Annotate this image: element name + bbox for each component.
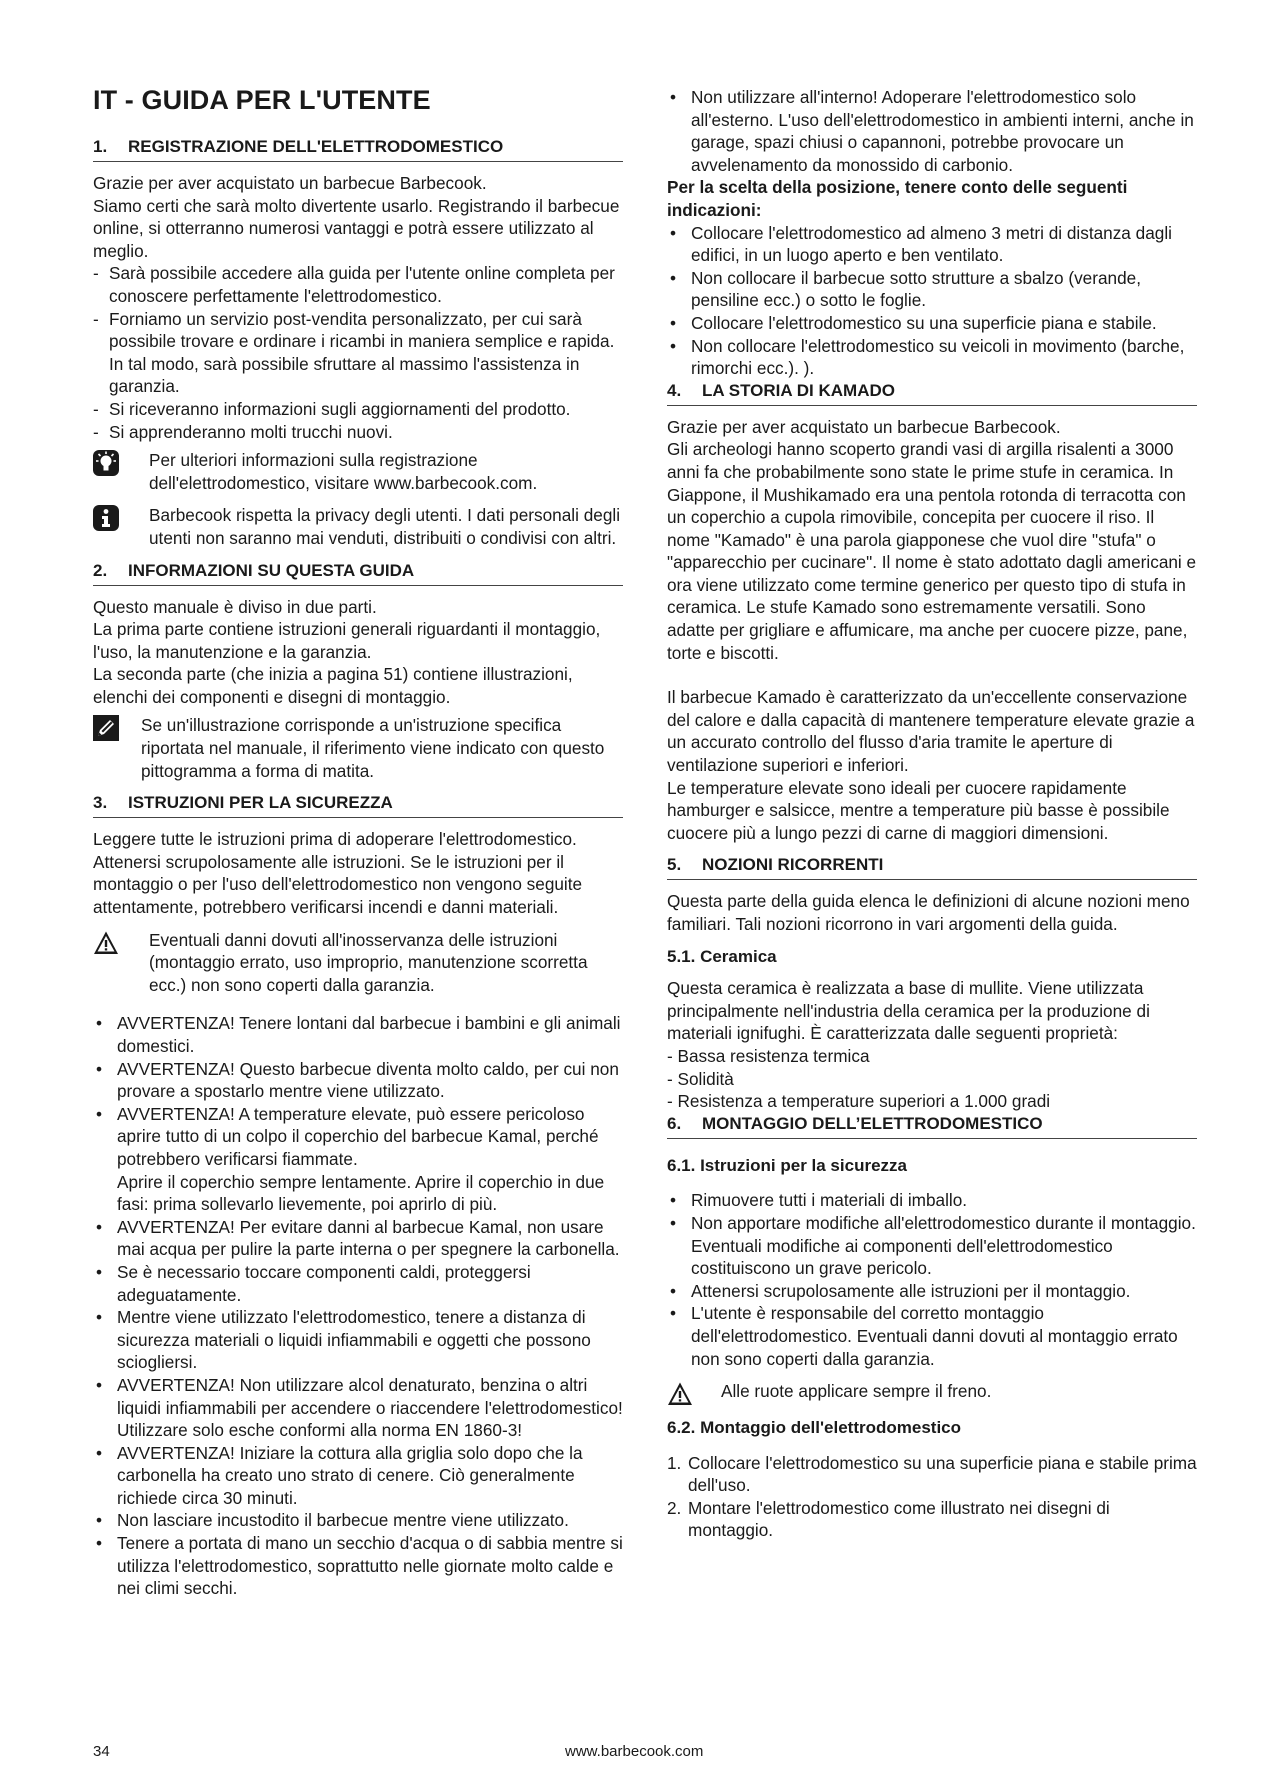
pencil-icon [93, 715, 119, 741]
list-item-text: Aprire il coperchio sempre lentamente. Aprire il coperchio in due fasi: prima sollevarlo lievemente, poi aprirlo di più. [117, 1171, 605, 1215]
section-2-heading [93, 560, 623, 586]
paragraph: Questa parte della guida elenca le definizioni di alcune nozioni meno familiari. Tali nozioni ricorrono in vari argomenti della guida. [667, 891, 1190, 934]
pencil-note [93, 714, 623, 782]
list-item: • Rimuovere tutti i materiali di imballo. [667, 1189, 1197, 1212]
position-list [667, 222, 1197, 380]
section-5-heading [667, 854, 1197, 880]
section-title: MONTAGGIO DELL’ELETTRODOMESTICO [702, 1113, 1043, 1133]
safety-list-continued [667, 86, 1197, 176]
list-item [667, 1452, 1197, 1497]
assembly-steps [667, 1452, 1197, 1542]
list-item: • Tenere a portata di mano un secchio d'acqua o di sabbia mentre si utilizza l'elettrodomestico, soprattutto nelle giornate molto calde e nei climi secchi. [93, 1532, 623, 1600]
warning-icon [93, 930, 119, 956]
position-heading: Per la scelta della posizione, tenere conto delle seguenti indicazioni: [667, 177, 1128, 220]
paragraph: Leggere tutte le istruzioni prima di adoperare l'elettrodomestico. Attenersi scrupolosamente alle istruzioni. Se le istruzioni per il montaggio o per l'uso dell'elettrodomestico non vengono seguite attentamente, potrebbero verificarsi incendi e danni materiali. [93, 829, 583, 918]
paragraph: Il barbecue Kamado è caratterizzato da un'eccellente conservazione del calore e dalla capacità di mantenere temperature elevate grazie a un accurato controllo del flusso d'aria tramite le aperture di ventilazione superiori e inferiori. [667, 687, 1195, 776]
list-item: • L'utente è responsabile del corretto montaggio dell'elettrodomestico. Eventuali danni dovuti al montaggio errato non sono coperti dalla garanzia. [667, 1302, 1197, 1370]
list-item: • Non collocare il barbecue sotto strutture a sbalzo (verande, pensiline ecc.) o sotto le foglie. [667, 267, 1197, 312]
list-item: • Non lasciare incustodito il barbecue mentre viene utilizzato. [93, 1509, 623, 1532]
list-item: • AVVERTENZA! Per evitare danni al barbecue Kamal, non usare mai acqua per pulire la parte interna o per spegnere la carbonella. [93, 1216, 623, 1261]
paragraph: La seconda parte (che inizia a pagina 51) contiene illustrazioni, elenchi dei componenti e disegni di montaggio. [93, 664, 573, 707]
subsection-heading: 6.2. Montaggio dell'elettrodomestico [667, 1418, 962, 1438]
list-item: - Solidità [667, 1068, 1197, 1091]
warning-icon [667, 1381, 693, 1407]
section-title: NOZIONI RICORRENTI [702, 855, 884, 875]
section-number: 5. [667, 855, 682, 875]
pencil-text: Se un'illustrazione corrisponde a un'istruzione specifica riportata nel manuale, il riferimento viene indicato con questo pittogramma a forma di matita. [141, 715, 605, 781]
step-number: 2. [667, 1497, 682, 1518]
tip-text: Per ulteriori informazioni sulla registrazione dell'elettrodomestico, visitare www.barbecook.com. [149, 450, 538, 493]
list-item: - Sarà possibile accedere alla guida per l'utente online completa per conoscere perfettamente l'elettrodomestico. [93, 262, 623, 307]
list-item: • Collocare l'elettrodomestico ad almeno 3 metri di distanza dagli edifici, in un luogo aperto e ben ventilato. [667, 222, 1197, 267]
warning-text: Eventuali danni dovuti all'inosservanza delle istruzioni (montaggio errato, uso improprio, manutenzione scorretta ecc.) non sono coperti dalla garanzia. [149, 929, 588, 995]
properties-list [667, 1045, 1197, 1113]
list-item [93, 1103, 623, 1216]
paragraph: Siamo certi che sarà molto divertente usarlo. Registrando il barbecue online, si otterranno numerosi vantaggi e potrà essere utilizzato al meglio. [93, 195, 620, 261]
section-title: REGISTRAZIONE DELL'ELETTRODOMESTICO [128, 137, 504, 156]
paragraph: La prima parte contiene istruzioni generali riguardanti il montaggio, l'uso, la manutenzione e la garanzia. [93, 619, 601, 662]
section-3-heading [93, 792, 623, 818]
list-item: - Si riceveranno informazioni sugli aggiornamenti del prodotto. [93, 398, 623, 421]
benefits-list [93, 262, 623, 443]
document-title: IT - GUIDA PER L'UTENTE [93, 85, 431, 115]
section-6-heading [667, 1113, 1197, 1139]
warning-note [93, 929, 623, 997]
section-number: 6. [667, 1113, 682, 1133]
list-item: • Collocare l'elettrodomestico su una superficie piana e stabile. [667, 312, 1197, 335]
paragraph: Questo manuale è diviso in due parti. [93, 596, 377, 617]
list-item: • Attenersi scrupolosamente alle istruzioni per il montaggio. [667, 1280, 1197, 1303]
subsection-heading: 6.1. Istruzioni per la sicurezza [667, 1155, 907, 1175]
list-item: • AVVERTENZA! Questo barbecue diventa molto caldo, per cui non provare a spostarlo mentre viene utilizzato. [93, 1058, 623, 1103]
subsection-heading: 5.1. Ceramica [667, 946, 777, 966]
paragraph: Le temperature elevate sono ideali per cuocere rapidamente hamburger e salsicce, mentre a temperature più basse è possibile cuocere più a lungo pezzi di carne di maggiori dimensioni. [667, 777, 1170, 843]
section-title: LA STORIA DI KAMADO [702, 380, 895, 400]
paragraph: Grazie per aver acquistato un barbecue Barbecook. [93, 173, 487, 193]
page-number: 34 [93, 1743, 110, 1760]
list-item: - Forniamo un servizio post-vendita personalizzato, per cui sarà possibile trovare e ordinare i ricambi in maniera semplice e rapida. In tal modo, sarà possibile sfruttare al massimo l'assistenza in garanzia. [93, 308, 623, 398]
footer-url: www.barbecook.com [565, 1743, 704, 1760]
right-column [667, 86, 1197, 1542]
assembly-safety-list [667, 1189, 1197, 1370]
section-1-heading [93, 136, 623, 162]
tip-note [93, 449, 623, 494]
paragraph: Gli archeologi hanno scoperto grandi vasi di argilla risalenti a 3000 anni fa che probabilmente sono state le prime stufe in ceramica. In Giappone, il Mushikamado era una pentola rotonda di terracotta con un coperchio a cupola rimovibile, concepita per cuocere il riso. Il nome "Kamado" è una parola giapponese che vuol dire "stufa" o "apparecchio per cucinare". Il nome è stato adottato dagli americani e ora viene utilizzato come termine generico per questo tipo di stufa in ceramica. Le stufe Kamado sono estremamente versatili. Sono adatte per grigliare e affumicare, ma anche per cuocere pizze, pane, torte e biscotti. [667, 439, 1197, 663]
step-text: Collocare l'elettrodomestico su una superficie piana e stabile prima dell'uso. [688, 1452, 1197, 1496]
section-title: INFORMAZIONI SU QUESTA GUIDA [128, 560, 415, 580]
list-item: • Se è necessario toccare componenti caldi, proteggersi adeguatamente. [93, 1261, 623, 1306]
list-item: • AVVERTENZA! Iniziare la cottura alla griglia solo dopo che la carbonella ha creato uno strato di cenere. Ciò generalmente richiede circa 30 minuti. [93, 1442, 623, 1510]
list-item: • Non utilizzare all'interno! Adoperare l'elettrodomestico solo all'esterno. L'uso dell'elettrodomestico in ambienti interni, anche in garage, spazi chiusi o capannoni, potrebbe provocare un avvelenamento da monossido di carbonio. [667, 86, 1197, 176]
list-item: - Si apprenderanno molti trucchi nuovi. [93, 421, 623, 444]
list-item: • AVVERTENZA! Non utilizzare alcol denaturato, benzina o altri liquidi infiammabili per accendere o riaccendere l'elettrodomestico! Utilizzare solo esche conformi alla norma EN 1860-3! [93, 1374, 623, 1442]
list-item: • Non collocare l'elettrodomestico su veicoli in movimento (barche, rimorchi ecc.). ). [667, 335, 1197, 380]
list-item: • AVVERTENZA! Tenere lontani dal barbecue i bambini e gli animali domestici. [93, 1012, 623, 1057]
safety-list [93, 1012, 623, 1599]
section-number: 3. [93, 793, 108, 813]
section-number: 4. [667, 380, 682, 400]
section-number: 2. [93, 560, 108, 580]
list-item: • Non apportare modifiche all'elettrodomestico durante il montaggio. Eventuali modifiche ai componenti dell'elettrodomestico costituiscono un grave pericolo. [667, 1212, 1197, 1280]
paragraph: Questa ceramica è realizzata a base di mullite. Viene utilizzata principalmente nell'industria della ceramica per la produzione di materiali ignifughi. È caratterizzata dalle seguenti proprietà: [667, 978, 1150, 1044]
lightbulb-icon [93, 450, 119, 476]
privacy-text: Barbecook rispetta la privacy degli utenti. I dati personali degli utenti non saranno mai venduti, distribuiti o condivisi con altri. [149, 505, 621, 548]
warning-text: Alle ruote applicare sempre il freno. [721, 1381, 992, 1402]
section-number: 1. [93, 137, 108, 156]
list-item: • Mentre viene utilizzato l'elettrodomestico, tenere a distanza di sicurezza materiali o liquidi infiammabili e oggetti che possono sciogliersi. [93, 1306, 623, 1374]
privacy-note [93, 504, 623, 549]
section-4-heading [667, 380, 1197, 406]
step-number: 1. [667, 1452, 682, 1473]
paragraph: Grazie per aver acquistato un barbecue Barbecook. [667, 416, 1061, 437]
step-text: Montare l'elettrodomestico come illustrato nei disegni di montaggio. [688, 1497, 1110, 1541]
list-item-text: AVVERTENZA! A temperature elevate, può essere pericoloso aprire tutto di un colpo il coperchio del barbecue Kamal, perché potrebbero verificarsi fiammate. [117, 1103, 599, 1169]
list-item: - Resistenza a temperature superiori a 1.000 gradi [667, 1090, 1197, 1113]
list-item [667, 1497, 1197, 1542]
brake-warning [667, 1380, 1197, 1407]
section-title: ISTRUZIONI PER LA SICUREZZA [128, 793, 393, 813]
list-item: - Bassa resistenza termica [667, 1045, 1197, 1068]
info-icon [93, 505, 119, 531]
left-column [93, 84, 623, 1600]
